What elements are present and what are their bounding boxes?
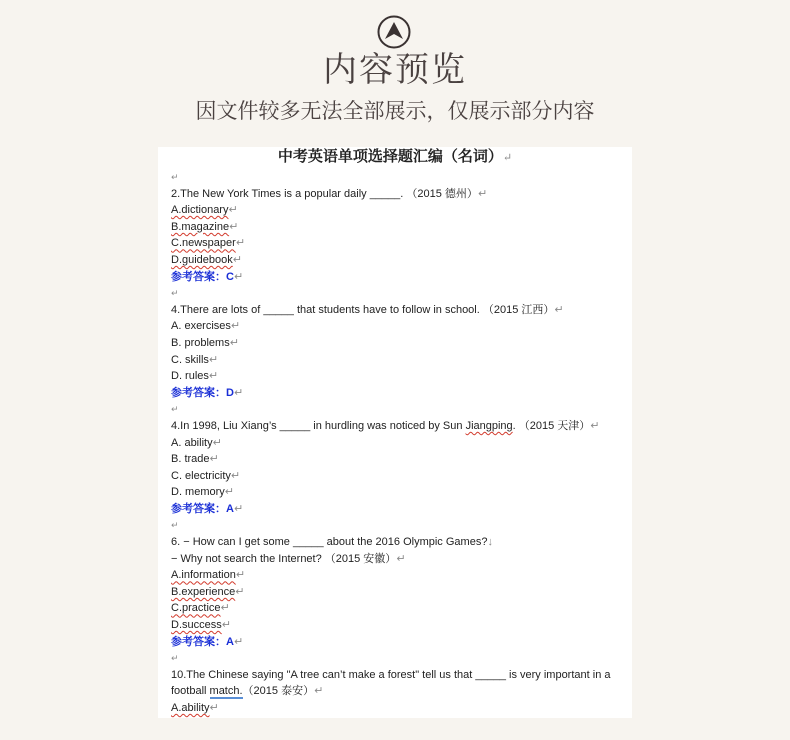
question-option: B. trade↵ — [171, 453, 219, 466]
question-answer: 参考答案：A↵ — [171, 502, 244, 515]
question-option: A.ability↵ — [171, 702, 219, 714]
question-option: C. electricity↵ — [171, 469, 241, 482]
blank-line: ↵ — [171, 520, 179, 531]
question-option: A.dictionary↵ — [171, 204, 238, 217]
document-body — [171, 169, 621, 717]
question-option: C. skills↵ — [171, 353, 219, 366]
question-option: D. memory↵ — [171, 486, 234, 499]
blank-line: ↵ — [171, 653, 179, 664]
question-option: B.experience↵ — [171, 585, 245, 598]
question-option: D. rules↵ — [171, 370, 219, 383]
question-option: B.magazine↵ — [171, 220, 239, 233]
page-subtitle: 因文件较多无法全部展示，仅展示部分内容 — [195, 99, 595, 123]
page-title: 内容预览 — [323, 50, 467, 90]
question-stem: 4.In 1998, Liu Xiang’s _____ in hurdling was noticed by Sun Jiangping. （2015 天津）↵ — [171, 419, 600, 432]
question-answer: 参考答案：C↵ — [171, 270, 244, 283]
document-title: 中考英语单项选择题汇编（名词）↵ — [277, 147, 513, 165]
question-stem: 2.The New York Times is a popular daily _____. （2015 德州）↵ — [171, 187, 488, 200]
question-stem: 10.The Chinese saying "A tree can’t make a forest" tell us that _____ is very important in a — [171, 668, 611, 681]
question-option: C.practice↵ — [171, 602, 230, 615]
blank-line: ↵ — [171, 288, 179, 299]
question-option: D.success↵ — [171, 619, 231, 632]
question-stem-continued: football match.（2015 泰安）↵ — [171, 685, 324, 698]
question-option: D.guidebook↵ — [171, 253, 242, 266]
blank-line: ↵ — [171, 172, 179, 182]
question-option: A. exercises↵ — [171, 320, 241, 333]
question-stem: 6. − How can I get some _____ about the 2016 Olympic Games?↓ — [171, 536, 493, 549]
question-answer: 参考答案：D↵ — [171, 386, 244, 399]
question-stem-continued: − Why not search the Internet? （2015 安徽）↵ — [171, 552, 406, 565]
navigation-arrow-icon — [377, 15, 411, 49]
question-stem: 4.There are lots of _____ that students have to follow in school. （2015 江西）↵ — [171, 303, 564, 316]
blank-line: ↵ — [171, 404, 179, 415]
question-option: C.newspaper↵ — [171, 237, 246, 250]
question-option: A. ability↵ — [171, 436, 222, 449]
question-answer: 参考答案：A↵ — [171, 635, 244, 648]
document-preview — [158, 147, 632, 718]
question-option: A.information↵ — [171, 569, 246, 582]
question-option: B. problems↵ — [171, 336, 239, 349]
